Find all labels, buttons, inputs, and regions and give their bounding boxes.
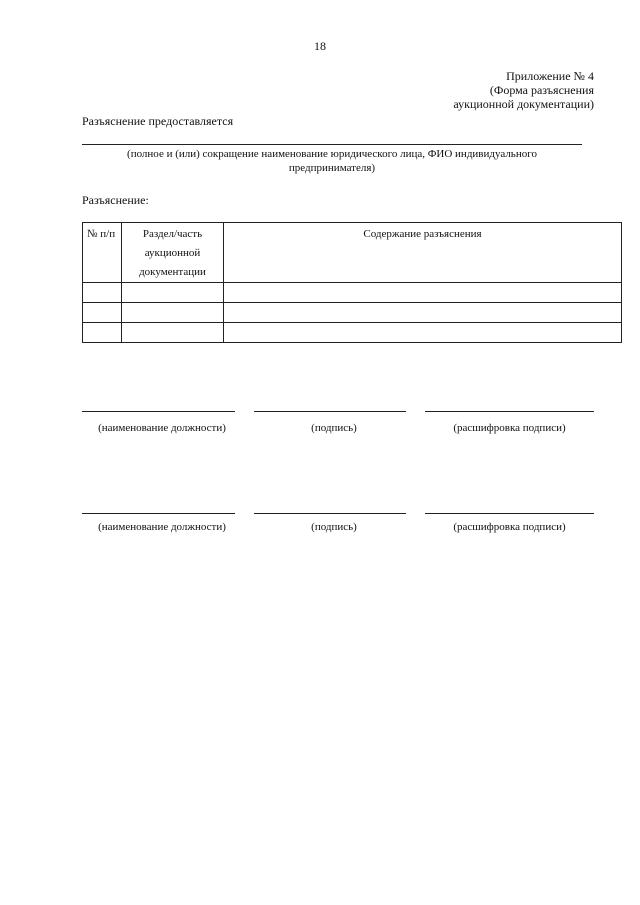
table-cell [122,303,224,323]
appendix-line-1: Приложение № 4 [506,69,594,83]
appendix-header [453,69,594,111]
recipient-caption-line-1: (полное и (или) сокращение наименование юридического лица, ФИО индивидуального [127,148,537,160]
header-number: № п/п [83,223,122,283]
position-line [82,411,235,412]
table-header-row [83,223,622,283]
table-cell [122,283,224,303]
decoding-line [425,513,594,514]
position-line [82,513,235,514]
table-row [83,283,622,303]
signature-caption: (подпись) [311,521,357,533]
page-number: 18 [314,39,326,53]
recipient-fill-line [82,144,582,145]
signature-caption: (подпись) [311,422,357,434]
header-section: Раздел/часть аукционной документации [122,223,224,283]
signature-line [254,513,406,514]
appendix-line-2: (Форма разъяснения [489,83,594,97]
table-cell [83,303,122,323]
table-row [83,303,622,323]
header-content: Содержание разъяснения [224,223,622,283]
explanation-table [82,222,622,343]
table-cell [224,283,622,303]
appendix-line-3: аукционной документации) [453,97,594,111]
table-cell [224,323,622,343]
recipient-caption-line-2: предпринимателя) [288,162,376,174]
recipient-caption [82,147,582,175]
position-caption: (наименование должности) [98,422,226,434]
decoding-line [425,411,594,412]
position-caption: (наименование должности) [98,521,226,533]
provided-label: Разъяснение предоставляется [82,114,234,128]
decoding-caption: (расшифровка подписи) [453,521,566,533]
table-cell [224,303,622,323]
table-cell [83,323,122,343]
table-cell [83,283,122,303]
explanation-label: Разъяснение: [82,193,149,207]
decoding-caption: (расшифровка подписи) [453,422,566,434]
signature-line [254,411,406,412]
table-cell [122,323,224,343]
table-row [83,323,622,343]
